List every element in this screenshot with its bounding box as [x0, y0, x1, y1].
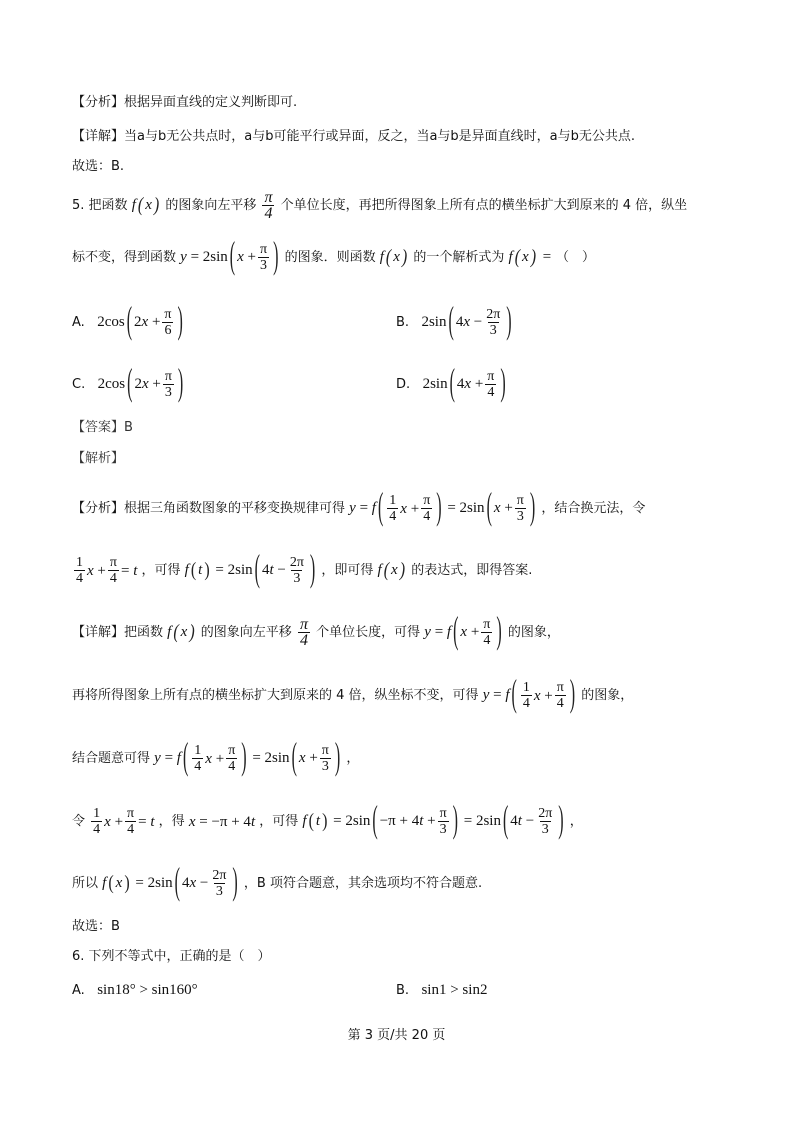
q5-choice: 故选：B — [72, 919, 120, 934]
q5-detail-line5: 所以 f ( x ) = 2sin ( 4x − $\frac{2\pi}{3}$ ) ，B 项符合题意，其余选项均不符合题意. — [72, 862, 483, 903]
prev-analysis: 【分析】根据异面直线的定义判断即可. — [72, 95, 298, 110]
q5-step4-b: ，得 — [158, 813, 185, 829]
q6-option-b[interactable] — [396, 980, 487, 1001]
q5-detail-line3: 结合题意可得 y = f ( $\frac{1}{4}$ x + $\frac{\pi}{4}$ ) = 2sin ( x + $\frac{\pi}{3}$ ) ， — [72, 737, 360, 778]
q5-step2-a: 再将所得图象上所有点的横坐标扩大到原来的 4 倍，纵坐标不变，可得 — [72, 687, 479, 703]
option-label: C. — [72, 376, 86, 392]
option-label: D. — [396, 376, 411, 392]
option-label: A. — [72, 983, 85, 998]
q5-step5-a: 所以 — [72, 875, 99, 891]
q5-detail-a: 【详解】把函数 — [72, 624, 164, 640]
q5-answer: 【答案】B — [72, 420, 133, 435]
q5-detail-line2: 再将所得图象上所有点的横坐标扩大到原来的 4 倍，纵坐标不变，可得 y = f ( $\frac{1}{4}$ x + $\frac{\pi}{4}$ ) 的图象， — [72, 674, 634, 715]
q5-step3-a: 结合题意可得 — [72, 750, 151, 766]
math-pi-over-4: $\frac{\pi}{4}$ — [264, 189, 273, 222]
q5-step4-c: ，可得 — [259, 813, 299, 829]
prev-detail-text: 当a与b无公共点时，a与b可能平行或异面，反之，当a与b是异面直线时，a与b无公共点. — [124, 129, 636, 144]
q6-stem: 6. 下列不等式中，正确的是（ ） — [72, 949, 271, 964]
q5-option-b[interactable]: B. 2sin ( 4x − $\frac{2\pi}{3}$ ) — [396, 301, 512, 342]
q5-analysis-line2: $\frac{1}{4}$ x + $\frac{\pi}{4}$ = t ，可得 f ( t ) = 2sin ( 4t − $\frac{2\pi}{3}$ ) ，即可得 f ( x ) 的表达式，即得答案. — [76, 549, 533, 590]
q5-detail-d: 的图象， — [507, 624, 560, 640]
prev-choice: 故选：B. — [72, 159, 125, 174]
prev-detail — [72, 127, 635, 147]
q5-analysis-b: ，结合换元法，令 — [541, 500, 646, 516]
q5-stem-a: 5. 把函数 — [72, 197, 128, 213]
q5-step4-d: ， — [569, 813, 583, 829]
q5-stem-d: 标不变，得到函数 — [72, 249, 177, 265]
q5-option-a[interactable]: A. 2cos ( 2x + $\frac{\pi}{6}$ ) — [72, 301, 183, 342]
q5-stem-c: 个单位长度，再把所得图象上所有点的横坐标扩大到原来的 4 倍，纵坐 — [280, 197, 688, 213]
q5-analysis-c: ，可得 — [141, 562, 181, 578]
option-label: B. — [396, 983, 410, 998]
q5-step4-a: 令 — [72, 813, 86, 829]
q5-detail-b: 的图象向左平移 — [200, 624, 292, 640]
q5-stem-f: 的一个解析式为 — [413, 249, 505, 265]
q5-stem-g: （ ） — [556, 249, 596, 265]
option-label: A. — [72, 314, 85, 330]
q5-stem-line2: 标不变，得到函数 y = 2sin ( x + $\frac{\pi}{3}$ ) 的图象．则函数 f ( x ) 的一个解析式为 f ( x ) = （ ） — [72, 236, 596, 277]
q5-stem-b: 的图象向左平移 — [165, 197, 257, 213]
math-fx-eq: f ( x ) = — [508, 246, 552, 268]
option-label: B. — [396, 314, 410, 330]
q6-option-a[interactable] — [72, 980, 198, 1001]
q5-option-d[interactable]: D. 2sin ( 4x + $\frac{\pi}{4}$ ) — [396, 363, 506, 404]
q5-stem-e: 的图象．则函数 — [284, 249, 376, 265]
q5-step2-b: 的图象， — [581, 687, 634, 703]
q5-analysis-line1: 【分析】根据三角函数图象的平移变换规律可得 y = f ( $\frac{1}{4}$ x + $\frac{\pi}{4}$ ) = 2sin ( x + $\frac{\pi}{3}$ ) ，结合换元法，令 — [72, 487, 646, 528]
q5-analysis-d: ，即可得 — [321, 562, 374, 578]
q5-detail-line1: 【详解】把函数 f ( x ) 的图象向左平移 $\frac{\pi}{4}$ 个单位长度，可得 y = f ( x + $\frac{\pi}{4}$ ) 的图象， — [72, 611, 560, 652]
q5-detail-line4: 令 $\frac{1}{4}$ x + $\frac{\pi}{4}$ = t ，得 x = −π + 4t ，可得 f ( t ) = 2sin ( −π + 4t + $\frac{\pi}{3}$ ) = 2sin ( 4t − $\frac{2\pi}{3}$ ) ， — [72, 800, 583, 841]
q5-option-c[interactable]: C. 2cos ( 2x + $\frac{\pi}{3}$ ) — [72, 363, 184, 404]
q5-stem-line1 — [72, 190, 687, 221]
math-target: y = 2sin ( x + — [180, 236, 257, 277]
math-fx: f ( x ) — [131, 194, 160, 216]
q5-jiexi: 【解析】 — [72, 451, 125, 466]
q6-option-b-text: sin1 > sin2 — [421, 982, 488, 998]
q5-step3-b: ， — [346, 750, 360, 766]
q5-detail-c: 个单位长度，可得 — [316, 624, 421, 640]
q5-analysis-a: 【分析】根据三角函数图象的平移变换规律可得 — [72, 500, 346, 516]
q5-analysis-e: 的表达式，即得答案. — [411, 562, 533, 578]
prev-detail-label: 【详解】 — [72, 129, 125, 144]
page-footer: 第 3 页/共 20 页 — [347, 1028, 446, 1043]
q6-option-a-text: sin18° > sin160° — [97, 982, 198, 998]
math-fx: f ( x ) — [379, 246, 408, 268]
q5-step5-b: ，B 项符合题意，其余选项均不符合题意. — [243, 875, 483, 891]
